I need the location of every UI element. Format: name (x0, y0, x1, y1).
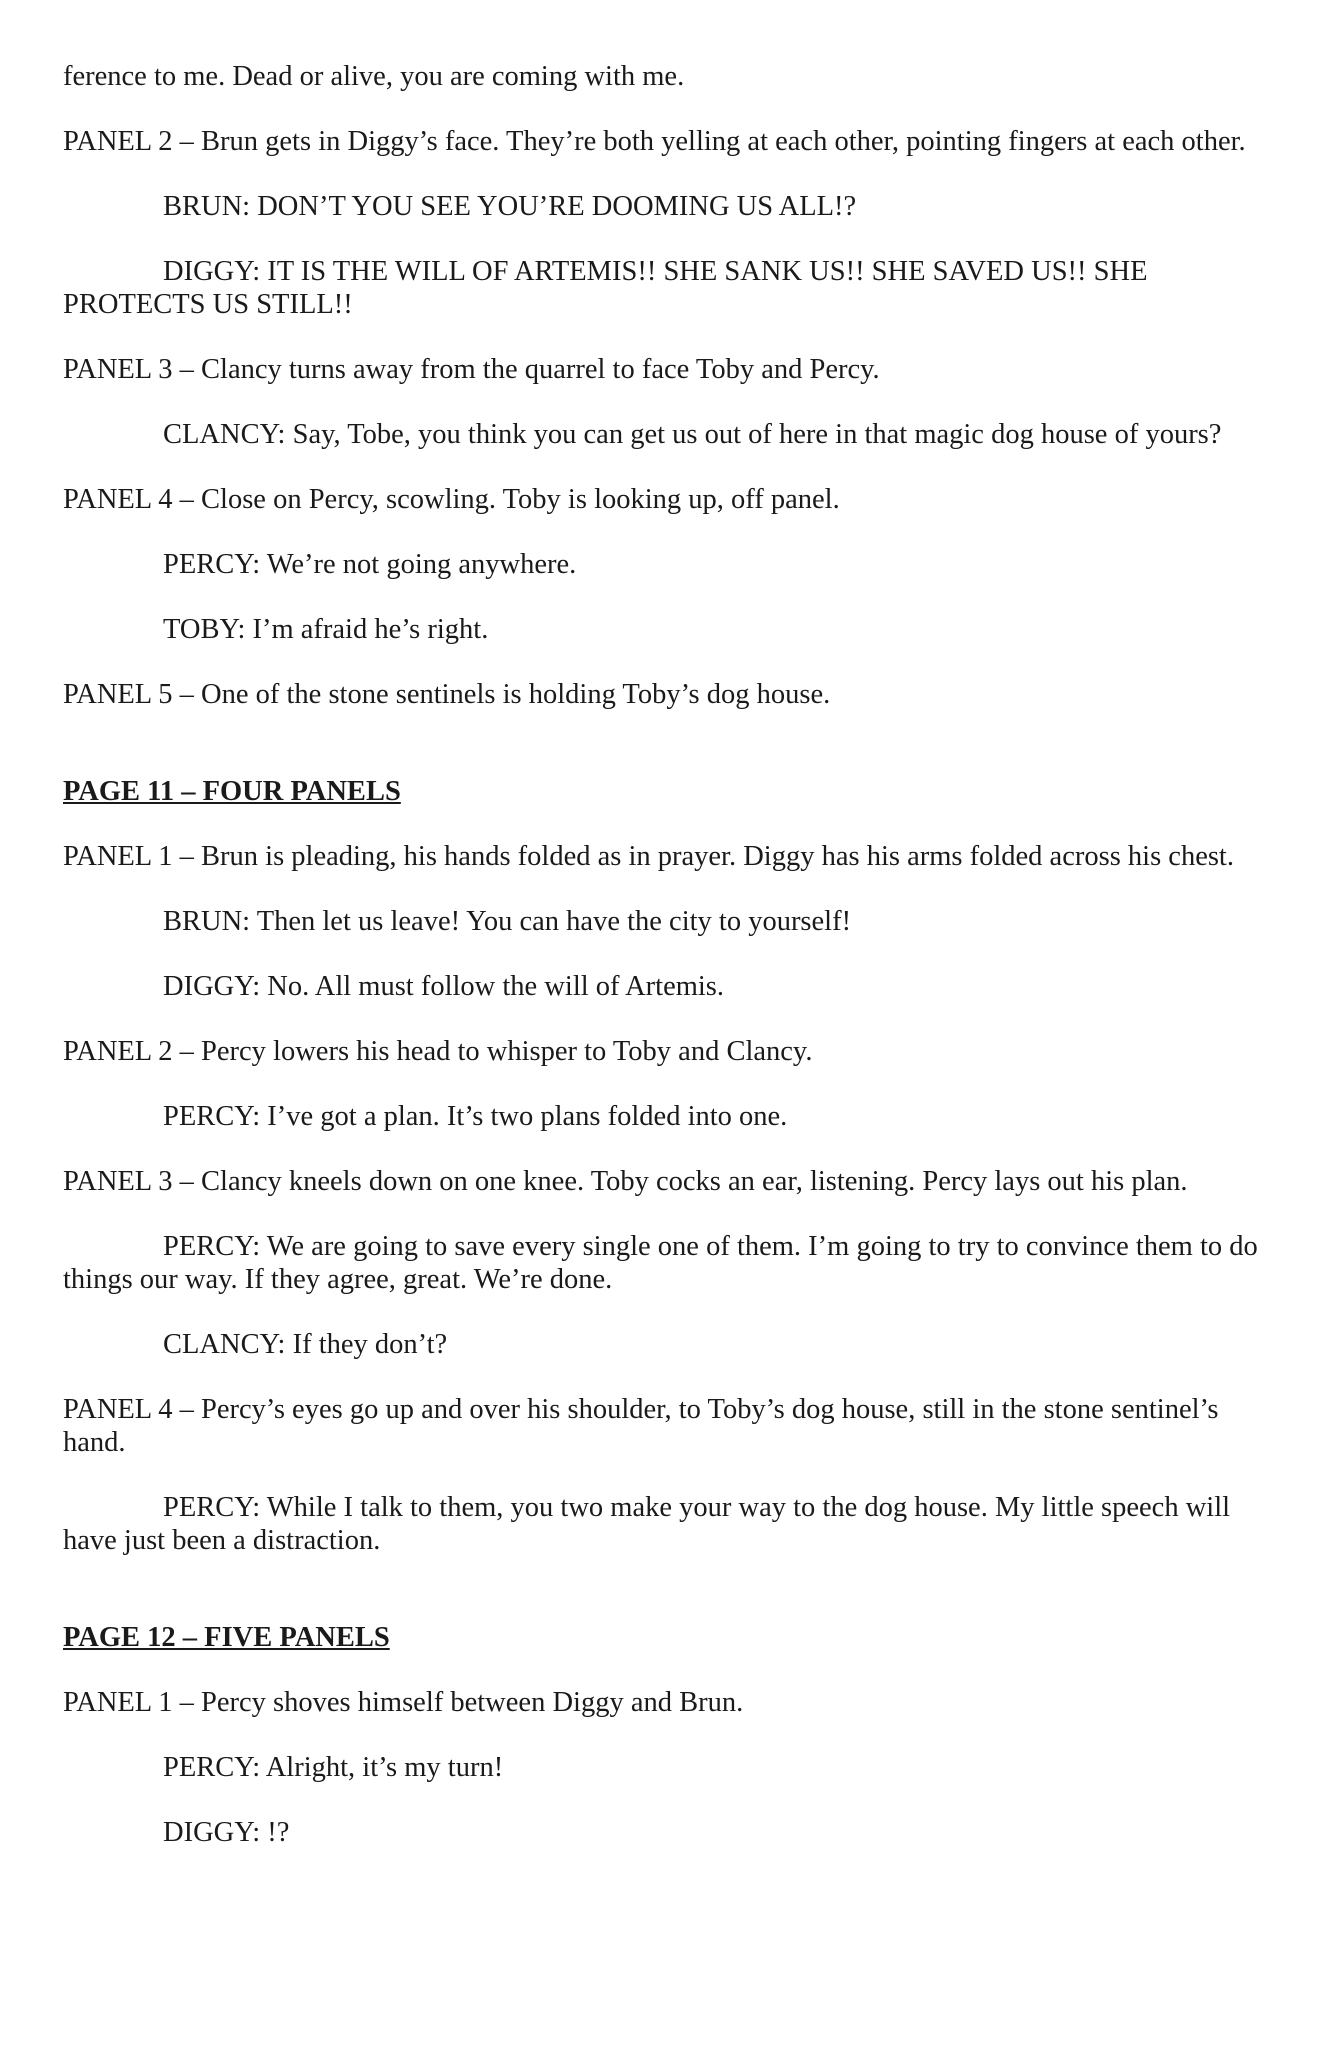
dialogue-line: DIGGY: IT IS THE WILL OF ARTEMIS!! SHE SANK US!! SHE SAVED US!! SHE PROTECTS US STILL!! (63, 256, 1148, 320)
script-page (63, 60, 1268, 1881)
dialogue-line: PERCY: We are going to save every single one of them. I’m going to try to convince them to do things our way. If they agree, great. We’re done. (63, 1231, 1258, 1295)
page-heading: PAGE 11 – FOUR PANELS (63, 776, 401, 807)
panel-description: PANEL 2 – Brun gets in Diggy’s face. They’re both yelling at each other, pointing fingers at each other. (63, 126, 1246, 157)
panel-description: PANEL 1 – Brun is pleading, his hands folded as in prayer. Diggy has his arms folded across his chest. (63, 841, 1234, 872)
action-line: ference to me. Dead or alive, you are coming with me. (63, 61, 685, 92)
panel-description: PANEL 5 – One of the stone sentinels is holding Toby’s dog house. (63, 679, 831, 710)
dialogue-line: BRUN: DON’T YOU SEE YOU’RE DOOMING US ALL!? (163, 191, 857, 222)
dialogue-line: PERCY: While I talk to them, you two make your way to the dog house. My little speech will have just been a distraction. (63, 1492, 1231, 1556)
dialogue-line: CLANCY: If they don’t? (163, 1329, 448, 1360)
dialogue-line: BRUN: Then let us leave! You can have the city to yourself! (163, 906, 852, 937)
dialogue-line: DIGGY: No. All must follow the will of Artemis. (163, 971, 725, 1002)
panel-description: PANEL 4 – Close on Percy, scowling. Toby is looking up, off panel. (63, 484, 840, 515)
panel-description: PANEL 3 – Clancy turns away from the quarrel to face Toby and Percy. (63, 354, 880, 385)
dialogue-line: CLANCY: Say, Tobe, you think you can get us out of here in that magic dog house of yours? (163, 419, 1222, 450)
panel-description: PANEL 1 – Percy shoves himself between Diggy and Brun. (63, 1687, 744, 1718)
dialogue-line: PERCY: I’ve got a plan. It’s two plans folded into one. (163, 1101, 788, 1132)
dialogue-line: DIGGY: !? (163, 1817, 290, 1848)
panel-description: PANEL 2 – Percy lowers his head to whisper to Toby and Clancy. (63, 1036, 813, 1067)
dialogue-line: TOBY: I’m afraid he’s right. (163, 614, 489, 645)
panel-description: PANEL 4 – Percy’s eyes go up and over his shoulder, to Toby’s dog house, still in the stone sentinel’s hand. (63, 1394, 1219, 1458)
page-heading: PAGE 12 – FIVE PANELS (63, 1622, 390, 1653)
dialogue-line: PERCY: Alright, it’s my turn! (163, 1752, 504, 1783)
panel-description: PANEL 3 – Clancy kneels down on one knee. Toby cocks an ear, listening. Percy lays out his plan. (63, 1166, 1188, 1197)
dialogue-line: PERCY: We’re not going anywhere. (163, 549, 577, 580)
